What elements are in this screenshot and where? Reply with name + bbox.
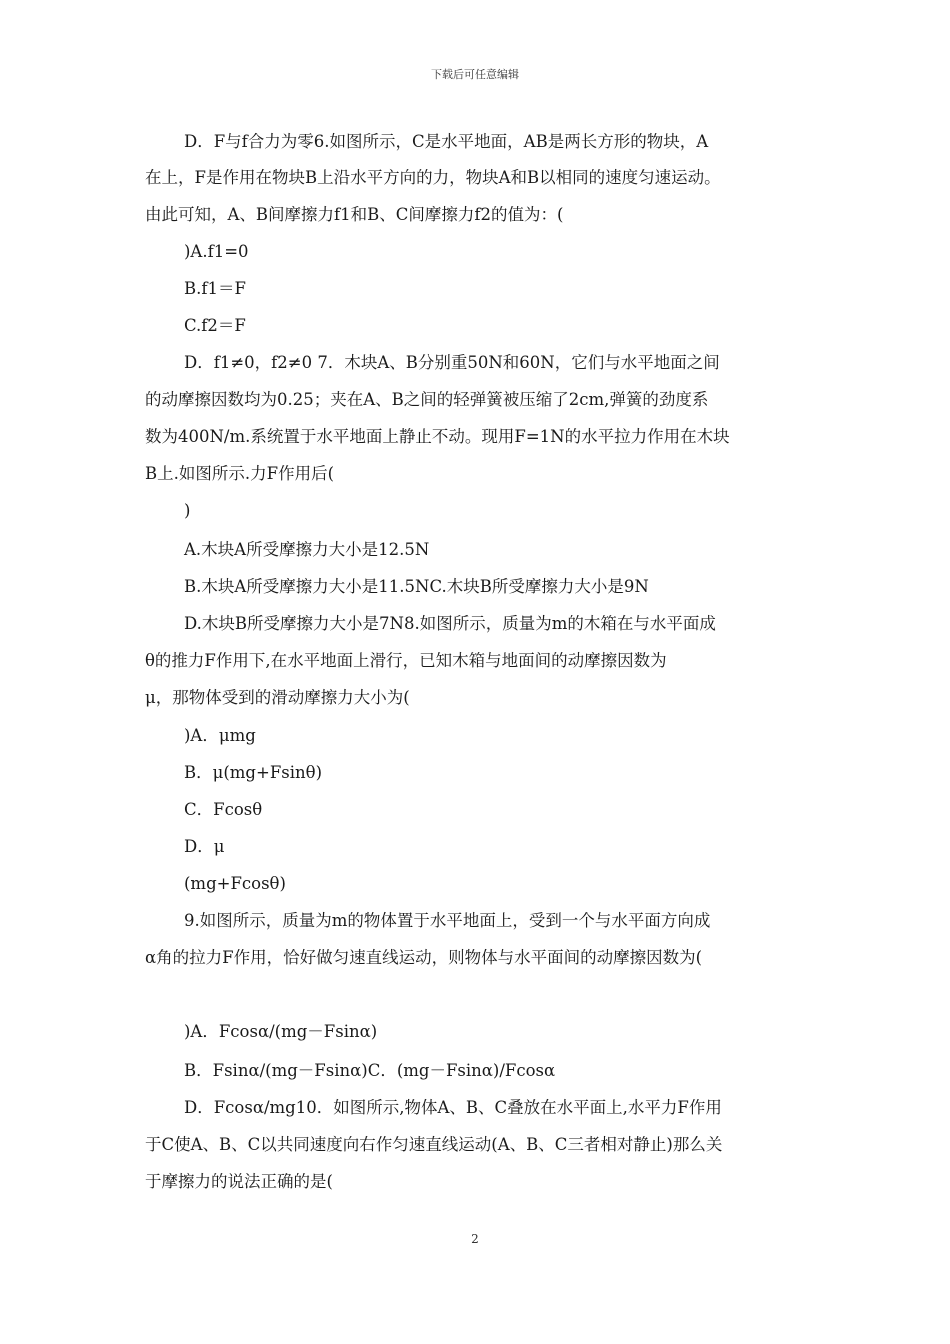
text-line: B上.如图所示.力F作用后(	[145, 464, 335, 483]
text-line: )	[184, 501, 191, 520]
page-number: 2	[471, 1232, 479, 1246]
text-line: α角的拉力F作用，恰好做匀速直线运动，则物体与水平面间的动摩擦因数为(	[145, 948, 703, 967]
text-line: B.f1＝F	[184, 279, 246, 298]
text-line: D．F与f合力为零6.如图所示，C是水平地面，AB是两长方形的物块，A	[184, 132, 709, 151]
text-line: B.木块A所受摩擦力大小是11.5NC.木块B所受摩擦力大小是9N	[184, 577, 649, 596]
text-line: 在上，F是作用在物块B上沿水平方向的力，物块A和B以相同的速度匀速运动。	[145, 168, 721, 187]
text-line: )A．Fcosα/(mg－Fsinα)	[184, 1022, 378, 1041]
text-line: D．f1≠0，f2≠0 7．木块A、B分别重50N和60N，它们与水平地面之间	[184, 353, 720, 372]
text-line: 由此可知，A、B间摩擦力f1和B、C间摩擦力f2的值为：(	[145, 205, 564, 224]
text-line: 于摩擦力的说法正确的是(	[145, 1172, 333, 1191]
text-line: 的动摩擦因数均为0.25；夹在A、B之间的轻弹簧被压缩了2cm,弹簧的劲度系	[145, 390, 709, 409]
text-line: (mg+Fcosθ)	[184, 874, 286, 893]
text-line: θ的推力F作用下,在水平地面上滑行，已知木箱与地面间的动摩擦因数为	[145, 651, 667, 670]
text-line: B．Fsinα/(mg－Fsinα)C．(mg－Fsinα)/Fcosα	[184, 1061, 556, 1080]
text-line: C.f2＝F	[184, 316, 246, 335]
text-line: μ，那物体受到的滑动摩擦力大小为(	[145, 688, 410, 707]
text-line: 9.如图所示，质量为m的物体置于水平地面上，受到一个与水平面方向成	[184, 911, 711, 930]
text-line: 数为400N/m.系统置于水平地面上静止不动。现用F=1N的水平拉力作用在木块	[145, 427, 730, 446]
text-line: D．μ	[184, 837, 225, 856]
text-line: D．Fcosα/mg10．如图所示,物体A、B、C叠放在水平面上,水平力F作用	[184, 1098, 722, 1117]
text-line: C．Fcosθ	[184, 800, 263, 819]
page-header: 下载后可任意编辑	[431, 68, 519, 81]
text-line: 于C使A、B、C以共同速度向右作匀速直线运动(A、B、C三者相对静止)那么关	[145, 1135, 723, 1154]
text-line: A.木块A所受摩擦力大小是12.5N	[184, 540, 430, 559]
text-line: B．μ(mg+Fsinθ)	[184, 763, 323, 782]
text-line: )A．μmg	[184, 726, 256, 745]
text-line: )A.f1=0	[184, 242, 249, 261]
text-line: D.木块B所受摩擦力大小是7N8.如图所示，质量为m的木箱在与水平面成	[184, 614, 716, 633]
